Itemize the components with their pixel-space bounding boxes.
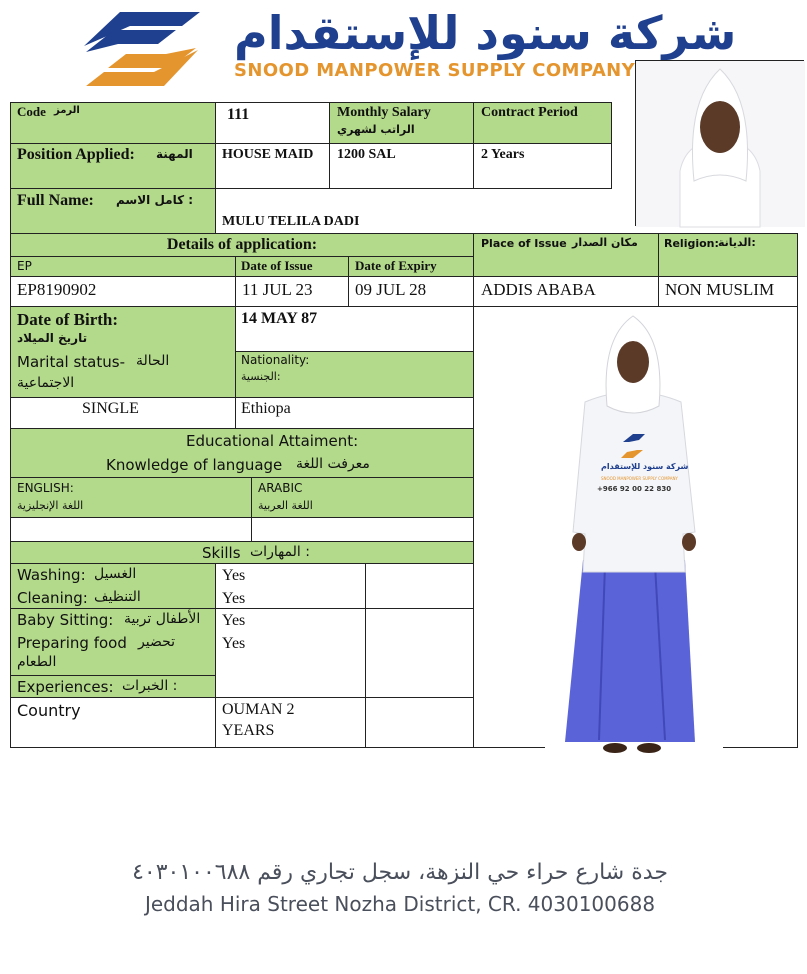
expiry-label: Date of Expiry	[355, 258, 437, 273]
skill-label-preparing-food-arabic: تحضير	[138, 634, 176, 650]
english-label: ENGLISH:	[17, 481, 74, 495]
arabic-label-arabic: اللغة العربية	[258, 499, 313, 512]
dob-label-arabic: تاريخ الميلاد	[17, 331, 88, 345]
shirt-print-english: SNOOD MANPOWER SUPPLY COMPANY	[601, 476, 678, 481]
position-label-arabic: المهنة	[156, 147, 193, 161]
salary-label-arabic: الراتب لشهري	[337, 123, 415, 136]
skill-label-cleaning: Cleaning:	[17, 589, 88, 607]
skill-value-cleaning: Yes	[222, 590, 246, 607]
language-label: Knowledge of language	[106, 456, 283, 474]
dob-label: Date of Birth:	[17, 310, 119, 329]
skill-label-baby-sitting: Baby Sitting:	[17, 611, 114, 629]
language-label-arabic: معرفت اللغة	[296, 456, 370, 472]
country-label: Country	[17, 701, 81, 720]
footer-address-arabic: جدة شارع حراء حي النزهة، سجل تجاري رقم ٤٠٣٠١٠٠٦٨٨	[132, 860, 668, 885]
skill-label-baby-sitting-arabic: الأطفال تربية	[124, 611, 201, 627]
code-label: Code	[17, 104, 46, 119]
skill-value-washing: Yes	[222, 567, 246, 584]
education-title: Educational Attaiment:	[186, 432, 359, 450]
place-value: ADDIS ABABA	[481, 280, 596, 299]
expiry-value: 09 JUL 28	[355, 280, 427, 299]
full-body-photo	[545, 310, 723, 758]
experience-title: Experiences:	[17, 678, 114, 696]
country-extra-cell	[365, 697, 474, 748]
ep-label: EP	[17, 259, 32, 273]
footer-address-english: Jeddah Hira Street Nozha District, CR. 4030100688	[144, 892, 656, 916]
nationality-label-arabic: الجنسية:	[241, 370, 281, 383]
skills-extra-cell-1	[365, 563, 474, 609]
skill-value-baby-sitting: Yes	[222, 612, 246, 629]
marital-label: Marital status-	[17, 353, 125, 371]
issue-date-label: Date of Issue	[241, 258, 313, 273]
logo-mark-icon	[78, 6, 206, 94]
religion-label: Religion:	[664, 237, 719, 250]
company-name-english: SNOOD MANPOWER SUPPLY COMPANY	[234, 60, 636, 81]
skill-label-washing: Washing:	[17, 566, 86, 584]
english-label-arabic: اللغة الإنجليزية	[17, 499, 84, 512]
ep-label-cell	[10, 256, 236, 277]
portrait-photo	[635, 60, 804, 226]
skill-label-preparing-food: Preparing food	[17, 634, 127, 652]
english-value-cell	[10, 517, 252, 542]
marital-label-arabic-2: الاجتماعية	[17, 375, 75, 391]
skill-label-washing-arabic: الغسيل	[94, 566, 137, 582]
arabic-label: ARABIC	[258, 481, 303, 495]
company-logo	[78, 6, 206, 94]
nationality-value: Ethiopa	[241, 400, 291, 417]
place-label: Place of Issue	[481, 237, 567, 250]
shirt-print-phone: +966 92 00 22 830	[597, 485, 672, 493]
name-label-arabic: كامل الاسم :	[116, 193, 194, 207]
skills-extra-cell-2	[365, 608, 474, 698]
company-name-arabic: شركة سنود للإستقدام	[234, 6, 737, 60]
salary-value: 1200 SAL	[337, 147, 396, 162]
place-label-arabic: مكان الصدار	[572, 236, 638, 249]
position-value: HOUSE MAID	[222, 147, 314, 162]
arabic-value-cell	[251, 517, 474, 542]
skill-value-preparing-food: Yes	[222, 635, 246, 652]
contract-value: 2 Years	[481, 147, 525, 162]
marital-value: SINGLE	[82, 400, 139, 417]
marital-label-arabic-1: الحالة	[136, 353, 170, 369]
application-title: Details of application:	[166, 236, 318, 253]
issue-date-value: 11 JUL 23	[242, 280, 313, 299]
name-label: Full Name:	[17, 192, 94, 209]
shirt-print-arabic: شركة سنود للإستقدام	[601, 462, 689, 471]
skills-title-arabic: المهارات :	[250, 544, 310, 560]
code-label-arabic: الرمز	[54, 105, 80, 116]
code-value: 111	[227, 106, 250, 123]
religion-value: NON MUSLIM	[665, 280, 775, 299]
religion-label-arabic: الديانة:	[718, 236, 756, 249]
experience-value-line1: OUMAN 2	[222, 701, 295, 718]
salary-label: Monthly Salary	[337, 105, 431, 120]
position-label: Position Applied:	[17, 146, 135, 163]
dob-value: 14 MAY 87	[241, 310, 318, 327]
ep-value: EP8190902	[17, 280, 97, 299]
experience-value-line2: YEARS	[222, 722, 275, 739]
nationality-label: Nationality:	[241, 353, 310, 367]
skills-title: Skills	[202, 544, 241, 562]
skills-header-cell	[10, 541, 474, 564]
experience-title-arabic: الخبرات :	[122, 678, 178, 694]
name-value: MULU TELILA DADI	[222, 214, 360, 229]
skill-label-preparing-food-arabic-2: الطعام	[17, 654, 57, 670]
contract-label: Contract Period	[481, 105, 578, 120]
skill-label-cleaning-arabic: التنظيف	[94, 589, 141, 605]
